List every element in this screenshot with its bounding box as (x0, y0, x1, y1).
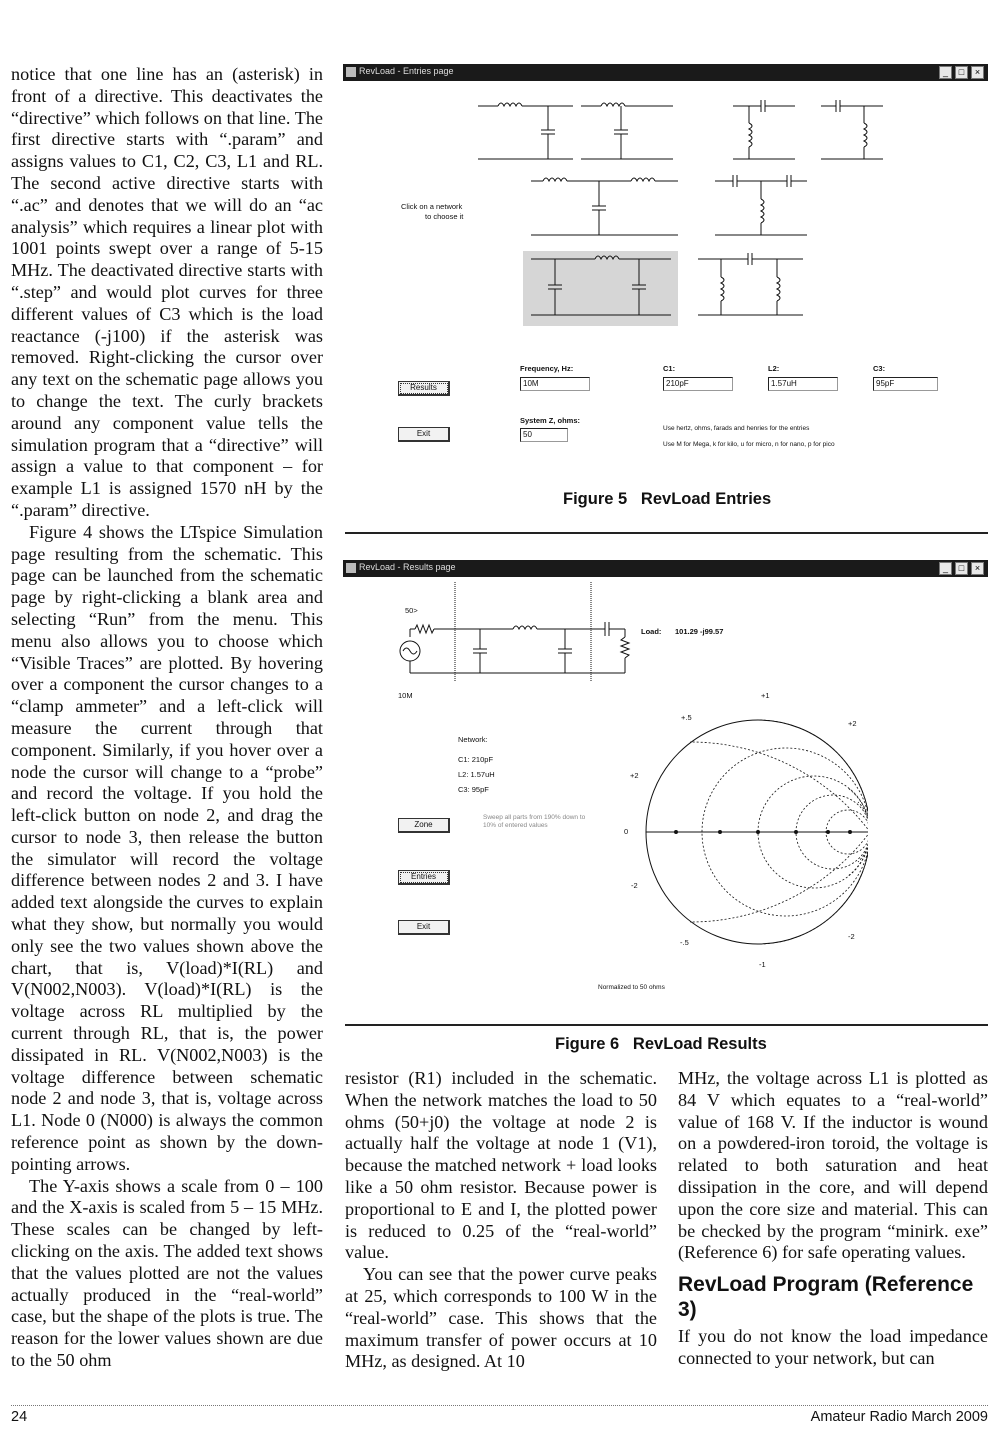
load-value: 101.29 -j99.57 (675, 627, 724, 636)
page-number: 24 (11, 1409, 28, 1425)
smith-label-top: +1 (761, 691, 770, 700)
network-option-6 (715, 175, 807, 235)
frequency-input[interactable]: 10M (520, 377, 590, 391)
maximize-icon[interactable]: □ (955, 562, 968, 575)
c3-label: C3: (873, 364, 886, 373)
l2-label: L2: (768, 364, 780, 373)
network-option-2 (581, 103, 673, 159)
middle-paragraph-1: resistor (R1) included in the schematic. When the network matches the load to 50 ohms (50+j0) the voltage at node 2 is actually half the voltage at node 1 (V1), because the matched network + load looks like a 50 ohm resistor. Because power is proportional to E and I, the plotted power is reduced to 0.25 of the “real-world” value. (345, 1068, 657, 1263)
smith-label-m5: -.5 (680, 938, 689, 947)
figure-divider (345, 1024, 988, 1026)
left-column (11, 64, 323, 1372)
c3-input[interactable]: 95pF (873, 377, 938, 391)
load-label: Load: (641, 627, 662, 636)
network-option-3 (733, 100, 795, 159)
results-schematic (343, 577, 643, 687)
system-z-input[interactable]: 50 (520, 428, 568, 442)
instruction-line-1: Click on a network (401, 202, 463, 211)
smith-label-zero: 0 (624, 827, 629, 836)
app-icon (346, 67, 356, 77)
footer-rule (11, 1405, 988, 1406)
instruction-line-2: to choose it (425, 212, 464, 221)
smith-chart (628, 690, 868, 975)
left-paragraph-3: The Y-axis shows a scale from 0 – 100 and the X-axis is scaled from 5 – 15 MHz. These scales can be changed by left-clicking on the axis. The added text shows that the values plotted are not the values actually produced in the “real-world” case, but the shape of the plots is true. The reason for the lower values shown are due to the 50 ohm (11, 1175, 323, 1371)
figure6-window (343, 560, 988, 1015)
c1-label: C1: (663, 364, 676, 373)
left-paragraph-1: notice that one line has an (asterisk) in front of a directive. This deactivates the “directive” which follows on that line. The first directive starts with “.param” and assigns values to C1, C2, C3, L1 and RL. The second active directive starts with “.ac” and denotes that we will do an “ac analysis” which requires a linear plot with 1001 points swept over a range of 5-15 MHz. The deactivated directive starts with “.step” and would plot curves for three different values of C3 which is the load reactance (-j100) if the asterisk was removed. Right-clicking the cursor over any text on the schematic page allows you to change the text. The curly brackets around any component value tells the simulation program that a “directive” will assign a value to that component – for example L1 is assigned 1570 nH by the “.param” directive. (11, 64, 323, 520)
zone-hint: Sweep all parts from 190% down to 10% of entered values (483, 814, 586, 829)
middle-paragraph-2: You can see that the power curve peaks at 25, which corresponds to 100 W in the “real-world” case. This shows that the maximum transfer of power occurs at 10 MHz, as designed. At 10 (345, 1264, 657, 1372)
help-text-1: Use hertz, ohms, farads and henries for the entries (663, 425, 810, 432)
l2-input[interactable]: 1.57uH (768, 377, 838, 391)
figure5-window (343, 64, 988, 474)
maximize-icon[interactable]: □ (955, 66, 968, 79)
figure6-window-title: RevLoad - Results page (359, 562, 456, 572)
frequency-label: Frequency, Hz: (520, 364, 574, 373)
system-z-label: System Z, ohms: (520, 416, 581, 425)
right-column (678, 1068, 988, 1370)
network-label: Network: (458, 735, 488, 744)
normalized-note: Normalized to 50 ohms (598, 984, 665, 991)
network-option-8 (698, 253, 803, 315)
close-icon[interactable]: × (971, 562, 984, 575)
network-option-1 (478, 103, 573, 159)
entries-button[interactable]: Entries (398, 870, 450, 885)
network-c3: C3: 95pF (458, 785, 489, 794)
figure5-caption: Figure 5 RevLoad Entries (563, 490, 772, 508)
help-text-2: Use M for Mega, k for kilo, u for micro, n for nano, p for pico (663, 441, 835, 448)
network-c1: C1: 210pF (458, 755, 494, 764)
figure6-titlebar (343, 560, 988, 577)
exit-button[interactable]: Exit (398, 920, 450, 935)
c1-input[interactable]: 210pF (663, 377, 733, 391)
right-paragraph-2: If you do not know the load impedance connected to your network, but can (678, 1326, 988, 1368)
network-option-7-selected (523, 251, 678, 326)
zone-button[interactable]: Zone (398, 818, 450, 833)
exit-button[interactable]: Exit (398, 427, 450, 442)
figure5-titlebar (343, 64, 988, 81)
network-option-4 (821, 100, 883, 159)
source-frequency: 10M (398, 691, 413, 700)
smith-label-p5: +.5 (681, 713, 692, 722)
right-paragraph-1: MHz, the voltage across L1 is plotted as 84 V which equates to a “real-world” value of 168 V. If the inductor is wound on a powdered-iron toroid, the voltage is related to both saturation and heat dissipation in the core, and will depend upon the core size and material. This can be checked by the program “minirk. exe” (Reference 6) for safe operating values. (678, 1068, 988, 1263)
minimize-icon[interactable]: _ (939, 562, 952, 575)
left-paragraph-2: Figure 4 shows the LTspice Simulation page resulting from the schematic. This page can be launched from the schematic page by right-clicking a blank area and selecting “Run” from the menu. This menu also allows you to choose which “Visible Traces” are plotted. By hovering over a component the cursor changes to a “clamp ammeter” and a left-click will measure the current through that component. Similarly, if you hover over a node the cursor will change to a “probe” and record the voltage. If you hold the left-click button on node 2, and drag the cursor to node 3, then release the button the simulator will record the voltage difference between nodes 2 and 3. I have added text alongside the curves to explain what they show, but normally you would only see the two values shown above the chart, that is, V(load)*I(RL) and V(N002,N003). V(load)*I(RL) is the voltage across RL multiplied by the current through RL, that is, the power dissipated in RL. V(N002,N003) is the voltage difference between schematic node 2 and node 3, that is, voltage across L1. Node 0 (N000) is always the common reference point as shown by the down-pointing arrows. (11, 521, 323, 1174)
smith-label-bottom: -1 (759, 960, 766, 969)
smith-label-m2r: -2 (848, 932, 855, 941)
close-icon[interactable]: × (971, 66, 984, 79)
app-icon (346, 563, 356, 573)
network-l2: L2: 1.57uH (458, 770, 495, 779)
source-impedance: 50> (405, 606, 418, 615)
figure6-caption: Figure 6 RevLoad Results (555, 1035, 767, 1053)
results-button[interactable]: Results (398, 381, 450, 396)
middle-column (345, 1068, 657, 1373)
magazine-issue: Amateur Radio March 2009 (810, 1409, 988, 1425)
section-heading: RevLoad Program (Reference 3) (678, 1273, 974, 1322)
minimize-icon[interactable]: _ (939, 66, 952, 79)
smith-label-m2l: -2 (631, 881, 638, 890)
figure-divider (345, 532, 988, 534)
smith-label-p2r: +2 (848, 719, 857, 728)
figure5-window-title: RevLoad - Entries page (359, 66, 454, 76)
network-option-5 (531, 178, 678, 235)
smith-label-p2l: +2 (630, 771, 639, 780)
